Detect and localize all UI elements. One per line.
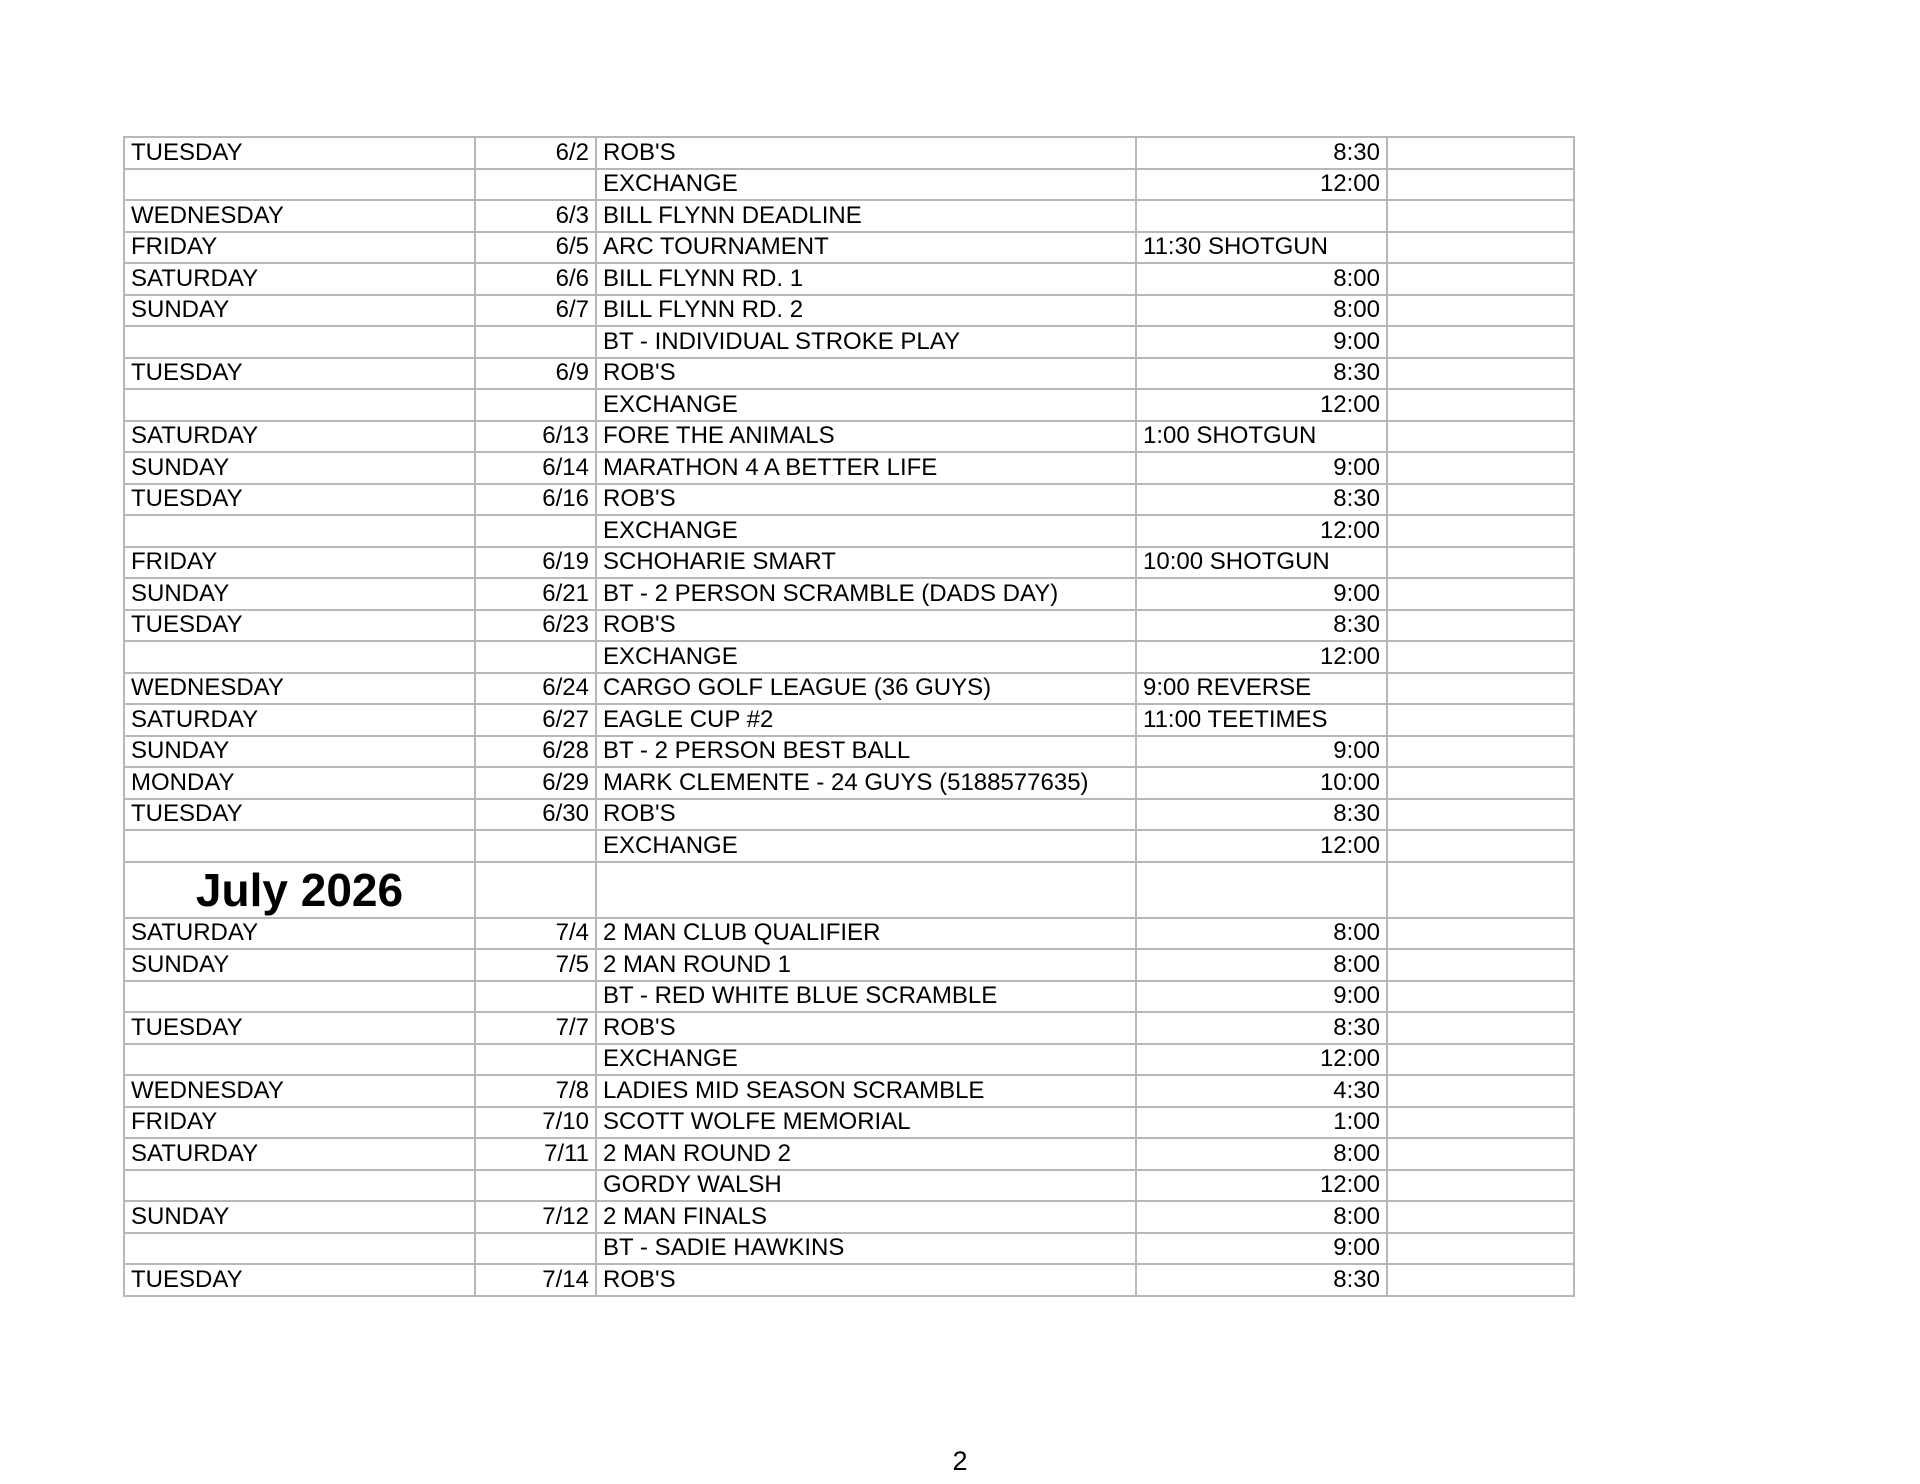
notes-cell [1387, 421, 1574, 453]
notes-cell [1387, 1107, 1574, 1139]
event-cell: MARATHON 4 A BETTER LIFE [596, 452, 1136, 484]
day-cell: FRIDAY [124, 232, 475, 264]
time-cell: 11:30 SHOTGUN [1136, 232, 1387, 264]
time-cell: 8:00 [1136, 1201, 1387, 1233]
schedule-row [124, 641, 1574, 673]
day-cell: MONDAY [124, 767, 475, 799]
date-cell: 6/29 [475, 767, 596, 799]
event-cell: CARGO GOLF LEAGUE (36 GUYS) [596, 673, 1136, 705]
time-cell: 8:30 [1136, 358, 1387, 390]
schedule-row [124, 1075, 1574, 1107]
event-cell: ROB'S [596, 1264, 1136, 1296]
time-cell: 8:00 [1136, 1138, 1387, 1170]
day-cell: SUNDAY [124, 295, 475, 327]
notes-cell [1387, 1201, 1574, 1233]
time-cell: 1:00 SHOTGUN [1136, 421, 1387, 453]
event-cell: BILL FLYNN RD. 2 [596, 295, 1136, 327]
notes-cell [1387, 767, 1574, 799]
event-cell: BT - SADIE HAWKINS [596, 1233, 1136, 1265]
time-cell: 9:00 [1136, 578, 1387, 610]
schedule-row [124, 799, 1574, 831]
event-cell: EXCHANGE [596, 169, 1136, 201]
time-cell: 8:30 [1136, 137, 1387, 169]
date-cell [475, 169, 596, 201]
schedule-row [124, 1170, 1574, 1202]
schedule-row [124, 673, 1574, 705]
time-cell: 8:00 [1136, 949, 1387, 981]
notes-cell [1387, 326, 1574, 358]
schedule-row [124, 421, 1574, 453]
schedule-row [124, 610, 1574, 642]
notes-cell [1387, 830, 1574, 862]
date-cell [475, 830, 596, 862]
day-cell: TUESDAY [124, 484, 475, 516]
day-cell [124, 515, 475, 547]
time-cell: 9:00 [1136, 326, 1387, 358]
schedule-row [124, 515, 1574, 547]
date-cell [475, 389, 596, 421]
month-heading: July 2026 [124, 862, 475, 918]
day-cell [124, 169, 475, 201]
notes-cell [1387, 200, 1574, 232]
date-cell: 6/9 [475, 358, 596, 390]
date-cell [475, 515, 596, 547]
day-cell: SUNDAY [124, 949, 475, 981]
schedule-row [124, 484, 1574, 516]
day-cell: TUESDAY [124, 799, 475, 831]
day-cell: TUESDAY [124, 1264, 475, 1296]
event-cell: ROB'S [596, 484, 1136, 516]
event-cell: ARC TOURNAMENT [596, 232, 1136, 264]
day-cell: SATURDAY [124, 918, 475, 950]
notes-cell [1387, 799, 1574, 831]
schedule-row [124, 704, 1574, 736]
day-cell: SATURDAY [124, 263, 475, 295]
day-cell [124, 1170, 475, 1202]
date-cell: 6/5 [475, 232, 596, 264]
time-cell: 9:00 [1136, 736, 1387, 768]
notes-cell [1387, 484, 1574, 516]
schedule-row [124, 358, 1574, 390]
notes-cell [1387, 610, 1574, 642]
schedule-row [124, 830, 1574, 862]
day-cell: TUESDAY [124, 610, 475, 642]
event-cell: GORDY WALSH [596, 1170, 1136, 1202]
notes-cell [1387, 949, 1574, 981]
notes-cell [1387, 137, 1574, 169]
notes-cell [1387, 1138, 1574, 1170]
event-cell: EAGLE CUP #2 [596, 704, 1136, 736]
event-cell: ROB'S [596, 358, 1136, 390]
time-cell: 8:30 [1136, 1012, 1387, 1044]
day-cell [124, 1044, 475, 1076]
day-cell: SUNDAY [124, 452, 475, 484]
schedule-row [124, 1233, 1574, 1265]
day-cell [124, 1233, 475, 1265]
time-cell: 9:00 [1136, 452, 1387, 484]
notes-cell [1387, 1170, 1574, 1202]
event-cell: FORE THE ANIMALS [596, 421, 1136, 453]
date-cell [475, 326, 596, 358]
time-cell: 4:30 [1136, 1075, 1387, 1107]
day-cell: SATURDAY [124, 1138, 475, 1170]
date-cell: 6/28 [475, 736, 596, 768]
schedule-row [124, 232, 1574, 264]
schedule-row [124, 452, 1574, 484]
day-cell [124, 830, 475, 862]
schedule-row [124, 137, 1574, 169]
notes-cell [1387, 232, 1574, 264]
date-cell: 6/14 [475, 452, 596, 484]
notes-cell [1387, 578, 1574, 610]
month-heading-row [124, 862, 1574, 918]
notes-cell [1387, 641, 1574, 673]
time-cell: 8:30 [1136, 799, 1387, 831]
date-cell: 6/7 [475, 295, 596, 327]
day-cell: TUESDAY [124, 1012, 475, 1044]
date-cell: 6/21 [475, 578, 596, 610]
event-cell: EXCHANGE [596, 1044, 1136, 1076]
time-cell: 10:00 SHOTGUN [1136, 547, 1387, 579]
page-number: 2 [952, 1446, 968, 1476]
schedule-row [124, 981, 1574, 1013]
notes-cell [1387, 452, 1574, 484]
day-cell: SUNDAY [124, 736, 475, 768]
date-cell: 6/27 [475, 704, 596, 736]
time-cell: 9:00 [1136, 1233, 1387, 1265]
time-cell: 12:00 [1136, 1170, 1387, 1202]
notes-cell [1387, 547, 1574, 579]
date-cell: 7/10 [475, 1107, 596, 1139]
time-cell [1136, 200, 1387, 232]
schedule-row [124, 547, 1574, 579]
event-cell: ROB'S [596, 1012, 1136, 1044]
day-cell: SATURDAY [124, 421, 475, 453]
event-cell: SCOTT WOLFE MEMORIAL [596, 1107, 1136, 1139]
schedule-row [124, 1107, 1574, 1139]
schedule-row [124, 326, 1574, 358]
time-cell: 12:00 [1136, 830, 1387, 862]
event-cell: EXCHANGE [596, 641, 1136, 673]
notes-cell [1387, 1233, 1574, 1265]
day-cell: WEDNESDAY [124, 1075, 475, 1107]
schedule-row [124, 918, 1574, 950]
date-cell: 6/19 [475, 547, 596, 579]
day-cell: WEDNESDAY [124, 200, 475, 232]
time-cell: 8:00 [1136, 918, 1387, 950]
time-cell: 8:00 [1136, 295, 1387, 327]
notes-cell [1387, 295, 1574, 327]
notes-cell [1387, 263, 1574, 295]
day-cell: FRIDAY [124, 1107, 475, 1139]
event-cell: BT - RED WHITE BLUE SCRAMBLE [596, 981, 1136, 1013]
event-cell: ROB'S [596, 137, 1136, 169]
schedule-row [124, 295, 1574, 327]
date-cell: 7/12 [475, 1201, 596, 1233]
date-cell: 6/3 [475, 200, 596, 232]
time-cell: 12:00 [1136, 515, 1387, 547]
time-cell: 1:00 [1136, 1107, 1387, 1139]
date-cell: 7/7 [475, 1012, 596, 1044]
empty-cell [596, 862, 1136, 918]
day-cell [124, 389, 475, 421]
schedule-row [124, 169, 1574, 201]
empty-cell [475, 862, 596, 918]
day-cell [124, 981, 475, 1013]
schedule-row [124, 1264, 1574, 1296]
time-cell: 8:30 [1136, 1264, 1387, 1296]
schedule-row [124, 578, 1574, 610]
event-cell: MARK CLEMENTE - 24 GUYS (5188577635) [596, 767, 1136, 799]
time-cell: 8:30 [1136, 610, 1387, 642]
notes-cell [1387, 704, 1574, 736]
event-cell: BT - INDIVIDUAL STROKE PLAY [596, 326, 1136, 358]
day-cell: WEDNESDAY [124, 673, 475, 705]
notes-cell [1387, 1075, 1574, 1107]
time-cell: 12:00 [1136, 389, 1387, 421]
time-cell: 8:30 [1136, 484, 1387, 516]
notes-cell [1387, 981, 1574, 1013]
date-cell [475, 1233, 596, 1265]
day-cell: FRIDAY [124, 547, 475, 579]
date-cell [475, 981, 596, 1013]
time-cell: 9:00 [1136, 981, 1387, 1013]
event-cell: 2 MAN FINALS [596, 1201, 1136, 1233]
empty-cell [1387, 862, 1574, 918]
schedule-row [124, 1201, 1574, 1233]
day-cell: SUNDAY [124, 578, 475, 610]
time-cell: 8:00 [1136, 263, 1387, 295]
date-cell: 6/23 [475, 610, 596, 642]
schedule-row [124, 389, 1574, 421]
notes-cell [1387, 1012, 1574, 1044]
day-cell: TUESDAY [124, 358, 475, 390]
event-cell: 2 MAN CLUB QUALIFIER [596, 918, 1136, 950]
date-cell: 7/5 [475, 949, 596, 981]
date-cell: 7/8 [475, 1075, 596, 1107]
schedule-row [124, 1138, 1574, 1170]
event-cell: EXCHANGE [596, 830, 1136, 862]
time-cell: 9:00 REVERSE [1136, 673, 1387, 705]
event-cell: BILL FLYNN DEADLINE [596, 200, 1136, 232]
event-cell: ROB'S [596, 799, 1136, 831]
day-cell [124, 641, 475, 673]
day-cell: SATURDAY [124, 704, 475, 736]
event-cell: 2 MAN ROUND 2 [596, 1138, 1136, 1170]
time-cell: 12:00 [1136, 1044, 1387, 1076]
date-cell: 6/24 [475, 673, 596, 705]
schedule-row [124, 736, 1574, 768]
event-cell: BT - 2 PERSON SCRAMBLE (DADS DAY) [596, 578, 1136, 610]
date-cell: 6/30 [475, 799, 596, 831]
time-cell: 11:00 TEETIMES [1136, 704, 1387, 736]
empty-cell [1136, 862, 1387, 918]
notes-cell [1387, 736, 1574, 768]
date-cell [475, 641, 596, 673]
notes-cell [1387, 389, 1574, 421]
notes-cell [1387, 1264, 1574, 1296]
date-cell: 7/11 [475, 1138, 596, 1170]
notes-cell [1387, 169, 1574, 201]
time-cell: 12:00 [1136, 641, 1387, 673]
date-cell: 6/2 [475, 137, 596, 169]
event-cell: LADIES MID SEASON SCRAMBLE [596, 1075, 1136, 1107]
schedule-row [124, 1012, 1574, 1044]
event-cell: EXCHANGE [596, 389, 1136, 421]
date-cell: 6/6 [475, 263, 596, 295]
time-cell: 12:00 [1136, 169, 1387, 201]
schedule-row [124, 200, 1574, 232]
event-cell: BT - 2 PERSON BEST BALL [596, 736, 1136, 768]
notes-cell [1387, 1044, 1574, 1076]
date-cell [475, 1044, 596, 1076]
day-cell: SUNDAY [124, 1201, 475, 1233]
notes-cell [1387, 515, 1574, 547]
notes-cell [1387, 673, 1574, 705]
date-cell: 6/13 [475, 421, 596, 453]
event-cell: 2 MAN ROUND 1 [596, 949, 1136, 981]
event-cell: EXCHANGE [596, 515, 1136, 547]
date-cell: 7/14 [475, 1264, 596, 1296]
date-cell: 6/16 [475, 484, 596, 516]
schedule-row [124, 949, 1574, 981]
schedule-table [123, 136, 1575, 1297]
notes-cell [1387, 918, 1574, 950]
schedule-row [124, 263, 1574, 295]
notes-cell [1387, 358, 1574, 390]
schedule-row [124, 767, 1574, 799]
event-cell: BILL FLYNN RD. 1 [596, 263, 1136, 295]
schedule-row [124, 1044, 1574, 1076]
event-cell: SCHOHARIE SMART [596, 547, 1136, 579]
schedule-body [124, 137, 1574, 1296]
date-cell: 7/4 [475, 918, 596, 950]
day-cell: TUESDAY [124, 137, 475, 169]
date-cell [475, 1170, 596, 1202]
time-cell: 10:00 [1136, 767, 1387, 799]
event-cell: ROB'S [596, 610, 1136, 642]
day-cell [124, 326, 475, 358]
